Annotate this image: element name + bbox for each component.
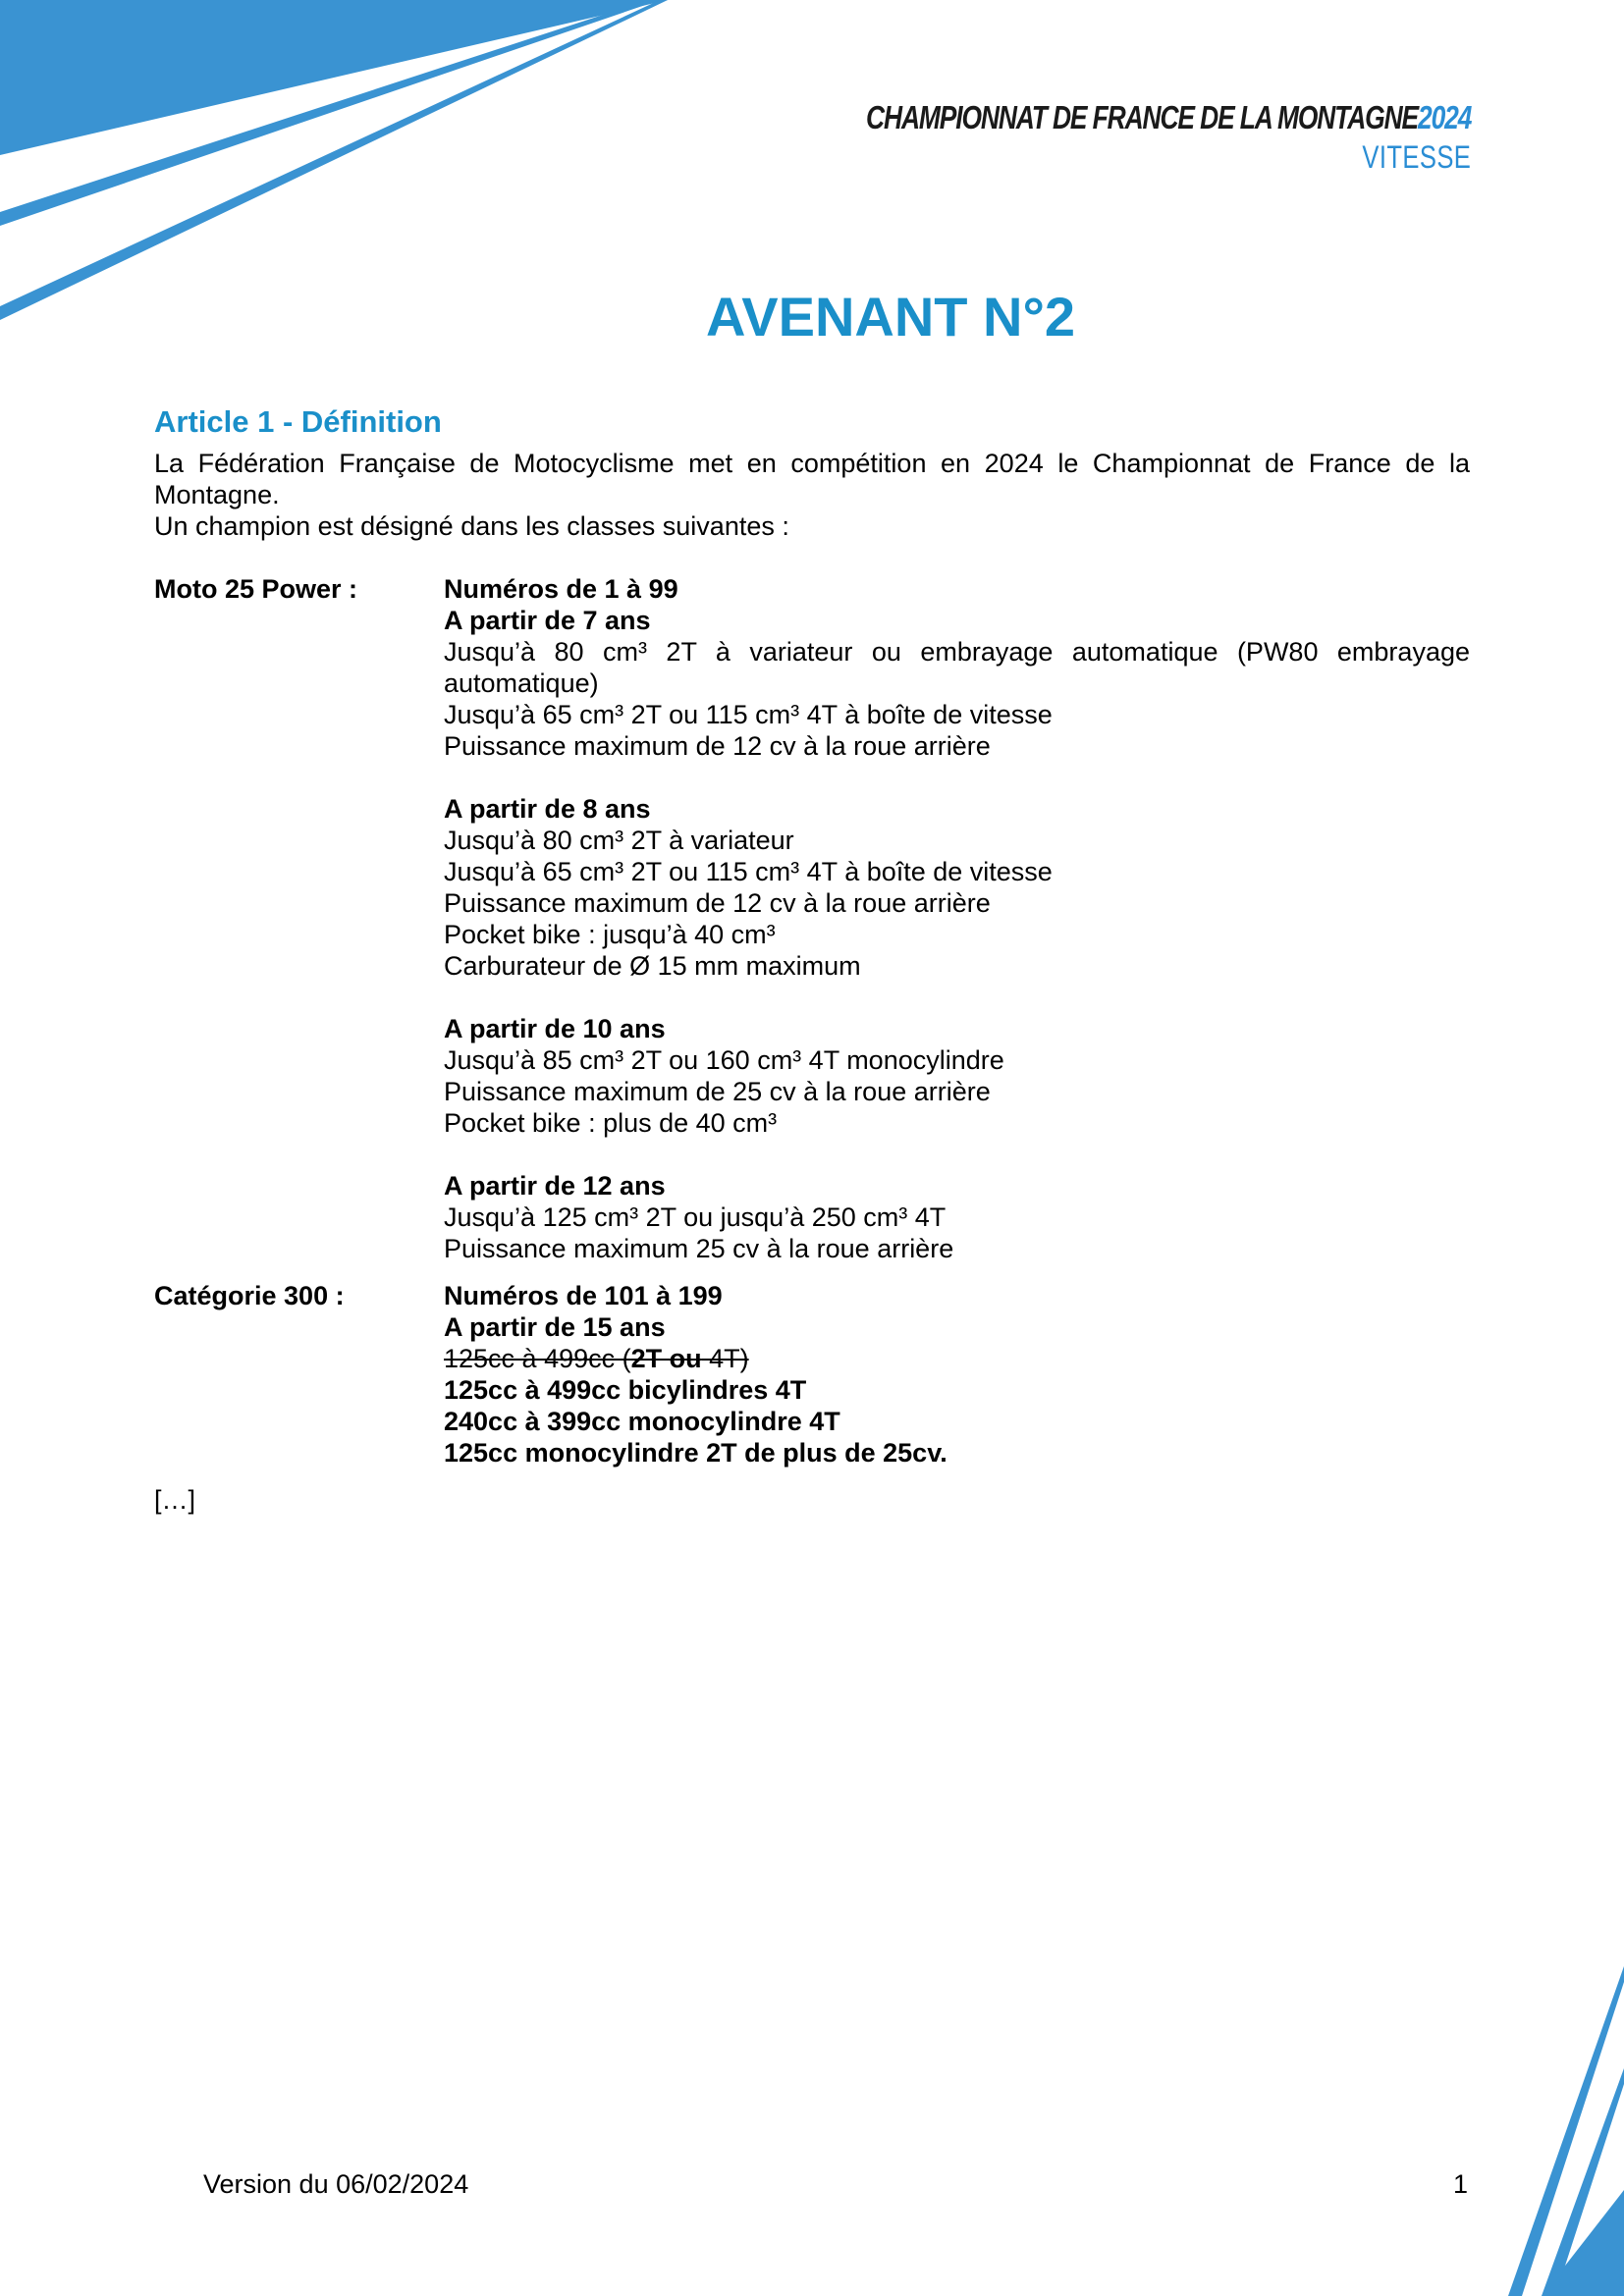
- rule-line: Carburateur de Ø 15 mm maximum: [444, 951, 861, 981]
- header-brand: [715, 98, 1471, 177]
- rule-line: Puissance maximum 25 cv à la roue arrière: [444, 1234, 954, 1263]
- age-heading: A partir de 7 ans: [444, 606, 651, 635]
- intro-classes: Un champion est désigné dans les classes suivantes :: [154, 511, 789, 541]
- championship-title: CHAMPIONNAT DE FRANCE DE LA MONTAGNE2024: [865, 99, 1471, 135]
- rule-line: Pocket bike : jusqu’à 40 cm³: [444, 920, 776, 949]
- ellipsis: […]: [154, 1485, 196, 1515]
- rule-line: Jusqu’à 65 cm³ 2T ou 115 cm³ 4T à boîte de vitesse: [444, 857, 1053, 886]
- footer-version: Version du 06/02/2024: [203, 2169, 469, 2199]
- class-300: [154, 1280, 1470, 1468]
- rule-line: Jusqu’à 125 cm³ 2T ou jusqu’à 250 cm³ 4T: [444, 1202, 947, 1232]
- rule-line: Jusqu’à 65 cm³ 2T ou 115 cm³ 4T à boîte de vitesse: [444, 700, 1053, 729]
- struck-rule-line: 125cc à 499cc (2T ou 4T): [444, 1344, 749, 1373]
- rule-line: 125cc monocylindre 2T de plus de 25cv.: [444, 1438, 947, 1468]
- numbers-range: Numéros de 101 à 199: [444, 1281, 723, 1310]
- class-label-300: Catégorie 300 :: [154, 1281, 345, 1310]
- article-heading: Article 1 - Définition: [154, 404, 442, 439]
- age-heading: A partir de 8 ans: [444, 794, 651, 824]
- class-moto25: [154, 573, 1470, 1264]
- rule-line: Puissance maximum de 25 cv à la roue arrière: [444, 1077, 991, 1106]
- rule-line: Pocket bike : plus de 40 cm³: [444, 1108, 778, 1138]
- championship-year: 2024: [1417, 99, 1471, 135]
- rule-line: 125cc à 499cc bicylindres 4T: [444, 1375, 807, 1405]
- rule-line: Puissance maximum de 12 cv à la roue arrière: [444, 888, 991, 918]
- document-title: AVENANT N°2: [705, 286, 1076, 347]
- class-label-moto25: Moto 25 Power :: [154, 574, 358, 604]
- rule-line: Puissance maximum de 12 cv à la roue arrière: [444, 731, 991, 761]
- class-details-moto25: [444, 573, 1470, 1264]
- numbers-range: Numéros de 1 à 99: [444, 574, 678, 604]
- discipline-label: VITESSE: [1362, 139, 1471, 175]
- rule-line: Jusqu’à 85 cm³ 2T ou 160 cm³ 4T monocylindre: [444, 1045, 1004, 1075]
- document-body: [154, 402, 1470, 1516]
- class-details-300: [444, 1280, 1470, 1468]
- footer-decoration: [1487, 1962, 1624, 2296]
- age-heading: A partir de 10 ans: [444, 1014, 666, 1043]
- rule-line: Jusqu’à 80 cm³ 2T à variateur: [444, 826, 794, 855]
- rule-line: 240cc à 399cc monocylindre 4T: [444, 1407, 840, 1436]
- rule-line: Jusqu’à 80 cm³ 2T à variateur ou embrayage automatique (PW80 embrayage automatique): [444, 637, 1470, 698]
- page-number: 1: [1453, 2169, 1469, 2199]
- header-decoration: [0, 0, 668, 324]
- age-heading: A partir de 15 ans: [444, 1312, 666, 1342]
- age-heading: A partir de 12 ans: [444, 1171, 666, 1201]
- intro-paragraph: La Fédération Française de Motocyclisme met en compétition en 2024 le Championnat de France de la Montagne.: [154, 449, 1470, 509]
